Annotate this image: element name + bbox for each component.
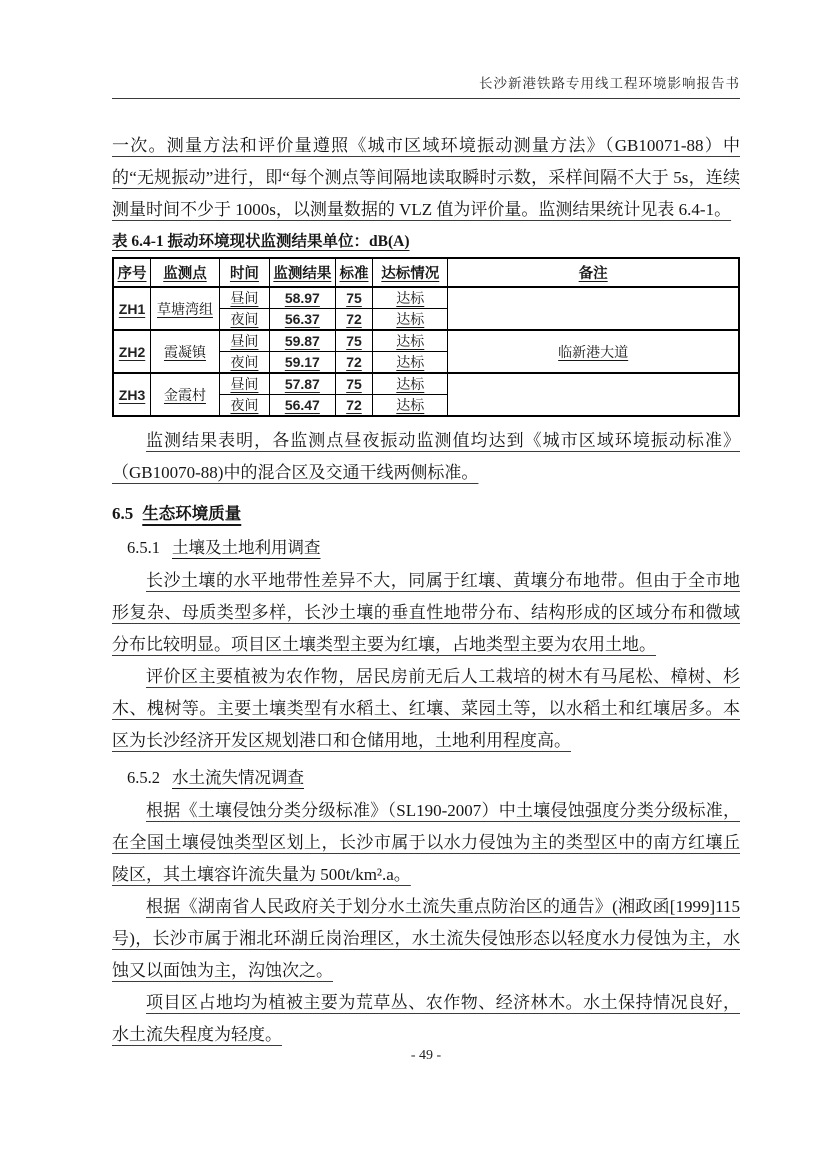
cell-result: 58.97 bbox=[269, 287, 335, 309]
col-header-remark: 备注 bbox=[448, 258, 739, 287]
cell-time: 昼间 bbox=[219, 373, 269, 395]
cell-site-id: ZH3 bbox=[113, 373, 151, 416]
cell-status: 达标 bbox=[373, 395, 448, 417]
cell-status: 达标 bbox=[373, 330, 448, 352]
cell-result: 56.37 bbox=[269, 309, 335, 331]
page-footer bbox=[112, 1048, 740, 1064]
table-caption: 表 6.4-1 振动环境现状监测结果单位：dB(A) bbox=[112, 233, 410, 250]
cell-result: 57.87 bbox=[269, 373, 335, 395]
cell-standard: 72 bbox=[335, 309, 373, 331]
cell-time: 夜间 bbox=[219, 309, 269, 331]
paragraph-erosion-notice: 根据《湖南省人民政府关于划分水土流失重点防治区的通告》(湘政函[1999]115号)，长沙市属于湘北环湖丘岗治理区，水土流失侵蚀形态以轻度水力侵蚀为主，水蚀又以面蚀为主，沟蚀次之。 bbox=[112, 897, 740, 980]
cell-status: 达标 bbox=[373, 373, 448, 395]
section-title: 水土流失情况调查 bbox=[172, 768, 304, 787]
col-header-result: 监测结果 bbox=[269, 258, 335, 287]
paragraph-monitoring-conclusion: 监测结果表明，各监测点昼夜振动监测值均达到《城市区域环境振动标准》（GB10070-88)中的混合区及交通干线两侧标准。 bbox=[112, 431, 740, 482]
section-heading-6-5 bbox=[112, 499, 740, 529]
cell-result: 59.87 bbox=[269, 330, 335, 352]
section-heading-6-5-2 bbox=[112, 763, 740, 793]
col-header-standard: 标准 bbox=[335, 258, 373, 287]
col-header-site: 监测点 bbox=[151, 258, 220, 287]
cell-standard: 75 bbox=[335, 287, 373, 309]
table-header-row bbox=[113, 258, 739, 287]
cell-site-name: 金霞村 bbox=[151, 373, 220, 416]
cell-remark bbox=[448, 287, 739, 330]
cell-time: 昼间 bbox=[219, 330, 269, 352]
paragraph-vegetation-landuse: 评价区主要植被为农作物，居民房前无后人工栽培的树木有马尾松、樟树、杉木、槐树等。主要土壤类型有水稻土、红壤、菜园土等，以水稻土和红壤居多。本区为长沙经济开发区规划港口和仓储用地，土地利用程度高。 bbox=[112, 667, 740, 750]
section-title: 土壤及土地利用调查 bbox=[172, 538, 321, 557]
cell-standard: 72 bbox=[335, 395, 373, 417]
cell-status: 达标 bbox=[373, 352, 448, 374]
report-title: 长沙新港铁路专用线工程环境影响报告书 bbox=[479, 76, 740, 91]
cell-status: 达标 bbox=[373, 309, 448, 331]
section-number: 6.5 bbox=[112, 504, 134, 523]
vibration-monitoring-table bbox=[112, 257, 740, 417]
col-header-time: 时间 bbox=[219, 258, 269, 287]
cell-standard: 75 bbox=[335, 373, 373, 395]
section-number: 6.5.1 bbox=[127, 538, 160, 557]
col-header-index: 序号 bbox=[113, 258, 151, 287]
paragraph-measurement-method: 一次。测量方法和评价量遵照《城市区域环境振动测量方法》（GB10071-88）中的“无规振动”进行，即“每个测点等间隔地读取瞬时示数，采样间隔不大于 5s，连续测量时间不少于 1000s，以测量数据的 VLZ 值为评价量。监测结果统计见表 6.4-1。 bbox=[112, 136, 740, 219]
page-number: - 49 - bbox=[410, 1048, 442, 1063]
cell-status: 达标 bbox=[373, 287, 448, 309]
page-body bbox=[112, 97, 740, 1051]
cell-site-name: 草塘湾组 bbox=[151, 287, 220, 330]
cell-result: 59.17 bbox=[269, 352, 335, 374]
cell-time: 夜间 bbox=[219, 395, 269, 417]
section-title: 生态环境质量 bbox=[142, 505, 242, 523]
paragraph-soil-zonality: 长沙土壤的水平地带性差异不大，同属于红壤、黄壤分布地带。但由于全市地形复杂、母质类型多样，长沙土壤的垂直性地带分布、结构形成的区域分布和微域分布比较明显。项目区土壤类型主要为红壤，占地类型主要为农用土地。 bbox=[112, 571, 740, 654]
table-row bbox=[113, 373, 739, 395]
cell-result: 56.47 bbox=[269, 395, 335, 417]
cell-remark bbox=[448, 373, 739, 416]
cell-site-id: ZH1 bbox=[113, 287, 151, 330]
table-row bbox=[113, 287, 739, 309]
section-heading-6-5-1 bbox=[112, 533, 740, 563]
cell-time: 夜间 bbox=[219, 352, 269, 374]
cell-site-id: ZH2 bbox=[113, 330, 151, 373]
page-header bbox=[112, 72, 740, 99]
cell-standard: 75 bbox=[335, 330, 373, 352]
cell-site-name: 霞凝镇 bbox=[151, 330, 220, 373]
cell-time: 昼间 bbox=[219, 287, 269, 309]
table-row bbox=[113, 330, 739, 352]
paragraph-erosion-classification: 根据《土壤侵蚀分类分级标准》（SL190-2007）中土壤侵蚀强度分类分级标准，在全国土壤侵蚀类型区划上，长沙市属于以水力侵蚀为主的类型区中的南方红壤丘陵区，其土壤容许流失量为 500t/km².a。 bbox=[112, 801, 740, 884]
cell-standard: 72 bbox=[335, 352, 373, 374]
section-number: 6.5.2 bbox=[127, 768, 160, 787]
cell-remark: 临新港大道 bbox=[448, 330, 739, 373]
col-header-compliance: 达标情况 bbox=[373, 258, 448, 287]
paragraph-erosion-status: 项目区占地均为植被主要为荒草丛、农作物、经济林木。水土保持情况良好，水土流失程度为轻度。 bbox=[112, 993, 740, 1044]
